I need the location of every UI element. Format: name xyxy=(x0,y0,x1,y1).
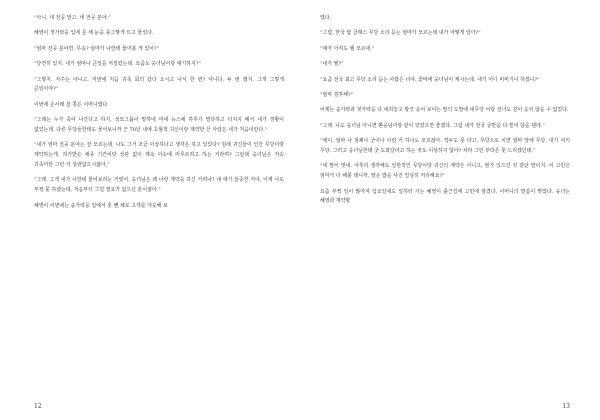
paragraph: “내가 뭘?” xyxy=(320,61,344,68)
paragraph: “그렇지. 자주는 아니고. 저번에 처음 귀족 회의 갔다 오시고 나서 한 번? 아니다, 두 번 했지. 그게 그렇게 큰일이야?” xyxy=(34,76,284,93)
paragraph: “엄마 질투해?” xyxy=(320,91,354,98)
paragraph: 요즘 부쩍 일이 많아져 입요일에도 일하러 가는 혜영이 출근길에 고민에 잠겼다. 어머니의 말씀이 맞았다. 옹녀는 혜영과 계약할 xyxy=(320,188,570,205)
paragraph: “요즘 전국 최고 무당 소리 듣는 사람은 너야. 꽃바에 옹녀님이 계시는데, 내가 어디 비비기나 하겠니?” xyxy=(320,76,540,83)
paragraph: “엄마 전공 분야면, 무속? 엄마가 나한테 물어볼 게 있어?” xyxy=(34,45,160,52)
paragraph: “내가 엄마 전공 분야는 잘 모르는데, 나도 그거 조금 이상하다고 생각은 하고 있었다? 원래 귀신들이 인간 무당이랑 계약하는게, 허가받은 채종 기간이랑 상관 없이 계속 이승에 머무르려고 하는 거라며? 그런데 옹녀님은 저승 귀족이란 그런 거 상관없으시잖아.” xyxy=(34,142,284,168)
paragraph: “그래. 그게 내가 너한테 물어보려는 거였어. 옹녀님은 왜 너랑 계약을 하신 거려나? 내 얘기 들중한 거야, 이제 나도 부정 못 하겠는데, 처음부터 그럴 필요가 없으신 분이잖아.” xyxy=(34,177,284,194)
paragraph: “그래는 누가 죽어 나간다고 하지, 성모그룹이 망하네 마네 뉴스에 하루가 멀다하고 터지지 해서 내가 경황이 없었는데, 다른 무당들한테도 물어보니까 근 70년 내에 초월적 귀신이랑 계약한 산 사람은 네가 처음이란다.” xyxy=(34,117,284,133)
paragraph: 이번에 손사래 친 쪽은 어머니였다. xyxy=(34,101,109,108)
paragraph: “얘가 아직도 헬 모르네.” xyxy=(320,45,375,52)
paragraph: “네 말이 맞네. 아무리 생각해도 일반적인 무당이랑 귀신의 계약은 아니고, 뭔가 있으신 것 같단 말이지. 이 고민은 엄마가 더 해볼 테니까, 딸은 밥을 사건 얼심히 처리해요?” xyxy=(320,163,570,180)
paragraph: 이제는 숟가락과 젓가락을 다 내려놓고 방긋 웃어 보이는 딸의 도발에 대무당 이랑 선녀도 같이 웃지 않을 수 없었다. xyxy=(320,107,569,114)
paragraph: “그럼, 한국 탑 클래스 무당 소리 듣는 엄마가 모르는데 내가 어떻게 알아?” xyxy=(320,30,481,37)
paragraph: “당연히 있지. 네가 엄마나 큰일을 저질렀는데. 요즘도 옹녀님이랑 얘기하지?” xyxy=(34,61,202,68)
paragraph: “아니, 내 전공 말고, 네 전공 분야.” xyxy=(34,15,111,21)
paragraph: 혜영이 이번에는 숟가락을 입에서 못 뺀 채로 고개를 갸웃해 보 xyxy=(34,202,168,209)
paragraph: 혜영이 젓가락을 입에 문 채 눈을 동그랗게 뜨고 물었다. xyxy=(34,30,154,37)
paragraph: “그래. 나도 옹녀님 아니면 환웅님이랑 같이 있었으면 좋겠다. 그럼 내가 전국 궁반을 다 쓸어 담을 텐데.” xyxy=(320,122,545,129)
paragraph: “에이, 엄마 나 점쾌나 굿이나 이런 거 하나도 모르잖아. 작두도 못 타고, 무당으로 치면 엄마 앞에 무당, 내가 여기 무당. 그러고 옹녀님한테 굿 도와달라고 하는 것도 이상하지 않아? 차라 그런 부탁은 못 드리겠던데.” xyxy=(320,138,570,154)
page-number: 12 xyxy=(34,403,42,410)
paragraph: 였다. xyxy=(320,15,332,21)
page-number: 13 xyxy=(562,403,570,410)
right-page xyxy=(300,0,600,420)
